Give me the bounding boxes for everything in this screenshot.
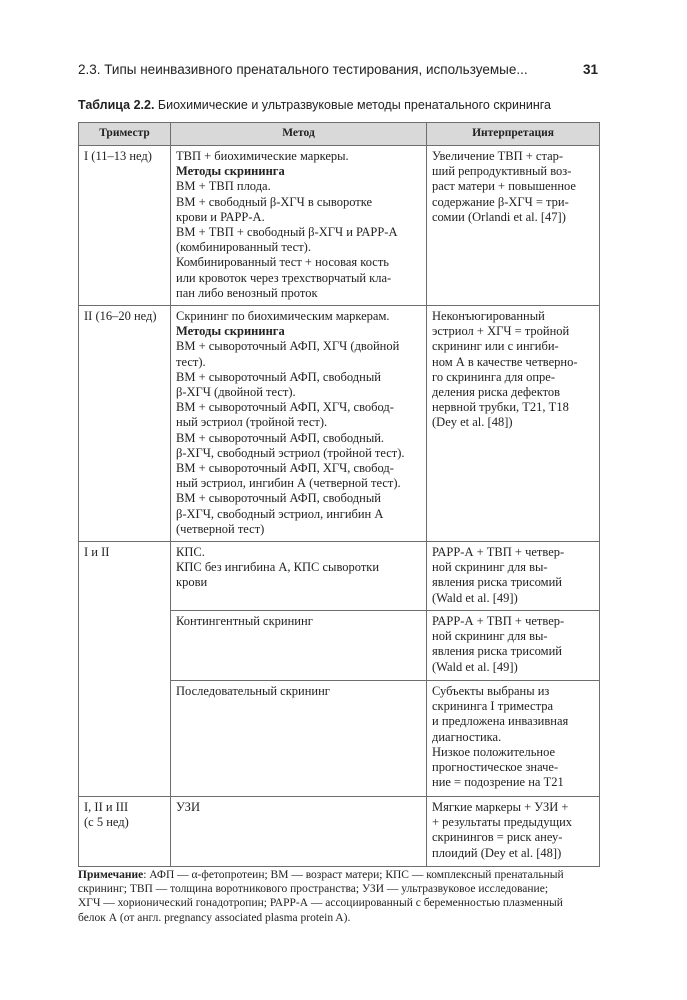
running-title: 2.3. Типы неинвазивного пренатального тестирования, используемые... xyxy=(78,62,528,77)
cell-line: ший репродуктивный воз- xyxy=(432,164,572,179)
cell-line: + результаты предыдущих xyxy=(432,815,573,830)
method-cell xyxy=(171,610,427,680)
cell-line: ВМ + сывороточный АФП, ХГЧ, свобод- xyxy=(176,461,394,476)
interpretation-cell xyxy=(427,146,600,306)
cell-line: ВМ + сывороточный АФП, ХГЧ (двойной xyxy=(176,339,400,354)
table-header-row xyxy=(79,123,600,146)
cell-line: крови xyxy=(176,575,208,590)
screening-table xyxy=(78,122,600,867)
footnote-text: : АФП — α-фетопротеин; ВМ — возраст матери; КПС — комплексный пренатальный xyxy=(143,869,564,881)
header-method: Метод xyxy=(171,123,427,146)
cell-line: (комбинированный тест). xyxy=(176,240,311,255)
cell-line: го скрининга для опре- xyxy=(432,369,555,384)
cell-line: ВМ + свободный β-ХГЧ в сыворотке xyxy=(176,194,373,209)
table-caption-text: Биохимические и ультразвуковые методы пренатального скрининга xyxy=(157,98,552,112)
footnote-line: скрининг; ТВП — толщина воротникового пространства; УЗИ — ультразвуковое исследование; xyxy=(78,883,549,896)
cell-line: скрининга I триместра xyxy=(432,699,554,714)
cell-line: сомии (Orlandi et al. [47]) xyxy=(432,209,566,224)
cell-line: β-ХГЧ, свободный эстриол (тройной тест). xyxy=(176,445,405,460)
cell-line: КПС без ингибина А, КПС сыворотки xyxy=(176,560,380,575)
cell-line-heading: Методы скрининга xyxy=(176,164,285,179)
cell-line: раст матери + повышенное xyxy=(432,179,576,194)
cell-line: ВМ + сывороточный АФП, свободный xyxy=(176,491,381,506)
cell-line: ВМ + сывороточный АФП, свободный xyxy=(176,369,381,384)
footnote-line xyxy=(78,868,599,882)
cell-line: или кровоток через трехстворчатый кла- xyxy=(176,270,392,285)
cell-line: диагностика. xyxy=(432,729,502,744)
table-row xyxy=(79,796,600,866)
method-cell xyxy=(171,306,427,542)
cell-line: прогностическое значе- xyxy=(432,759,559,774)
cell-line: β-ХГЧ, свободный эстриол, ингибин А xyxy=(176,506,384,521)
cell-line: II (16–20 нед) xyxy=(84,309,157,324)
cell-line: крови и РАРР-А. xyxy=(176,209,265,224)
cell-line: ВМ + сывороточный АФП, ХГЧ, свобод- xyxy=(176,400,394,415)
cell-line: КПС. xyxy=(176,545,205,560)
cell-line: Скрининг по биохимическим маркерам. xyxy=(176,309,390,324)
cell-line: ВМ + сывороточный АФП, свободный. xyxy=(176,430,385,445)
cell-line: Субъекты выбраны из xyxy=(432,683,550,698)
cell-line: ной скрининг для вы- xyxy=(432,560,548,575)
table-caption-label: Таблица 2.2. xyxy=(78,98,155,112)
cell-line: скрининг или с ингиби- xyxy=(432,339,559,354)
footnote-line: белок А (от англ. pregnancy associated plasma protein A). xyxy=(78,911,351,924)
cell-line: и предложена инвазивная xyxy=(432,714,569,729)
cell-line: Увеличение ТВП + стар- xyxy=(432,149,564,163)
trimester-cell xyxy=(79,306,171,542)
method-cell xyxy=(171,680,427,796)
cell-line: скринингов = риск анеу- xyxy=(432,830,563,845)
method-cell xyxy=(171,146,427,306)
footnote-line: ХГЧ — хорионический гонадотропин; РАРР-А — ассоциированный с беременностью плазменный xyxy=(78,897,563,910)
method-cell xyxy=(171,542,427,611)
interpretation-cell xyxy=(427,542,600,611)
interpretation-cell xyxy=(427,306,600,542)
cell-line: нервной трубки, Т21, Т18 xyxy=(432,400,569,415)
header-trimester: Триместр xyxy=(79,123,171,146)
table-row xyxy=(79,306,600,542)
table-footnote xyxy=(78,868,599,925)
trimester-cell xyxy=(79,796,171,866)
trimester-cell xyxy=(79,542,171,797)
cell-line: РАРР-А + ТВП + четвер- xyxy=(432,545,565,560)
cell-line: содержание β-ХГЧ = три- xyxy=(432,194,569,209)
cell-line: (с 5 нед) xyxy=(84,815,129,830)
cell-line: Мягкие маркеры + УЗИ + xyxy=(432,799,569,814)
cell-line: (Wald et al. [49]) xyxy=(432,590,518,605)
cell-line-heading: Методы скрининга xyxy=(176,324,285,339)
cell-line: β-ХГЧ (двойной тест). xyxy=(176,385,296,400)
interpretation-cell xyxy=(427,796,600,866)
cell-line: Неконъюгированный xyxy=(432,309,545,324)
cell-line: Комбинированный тест + носовая кость xyxy=(176,255,389,270)
cell-line: I, II и III xyxy=(84,799,129,814)
page-number: 31 xyxy=(582,62,598,77)
page-header xyxy=(78,62,598,82)
cell-line: (Dey et al. [48]) xyxy=(432,415,513,430)
cell-line: I и II xyxy=(84,545,110,560)
cell-line: ВМ + ТВП плода. xyxy=(176,179,271,194)
cell-line: тест). xyxy=(176,354,206,369)
cell-line: Контингентный скрининг xyxy=(176,613,313,628)
interpretation-cell xyxy=(427,680,600,796)
cell-line: деления риска дефектов xyxy=(432,385,561,400)
cell-line: ние = подозрение на Т21 xyxy=(432,775,564,790)
header-interpretation: Интерпретация xyxy=(427,123,600,146)
cell-line: (Wald et al. [49]) xyxy=(432,659,518,674)
trimester-cell xyxy=(79,146,171,306)
cell-line: ный эстриол, ингибин А (четверной тест). xyxy=(176,476,401,491)
interpretation-cell xyxy=(427,610,600,680)
footnote-label: Примечание xyxy=(78,869,144,881)
table-row xyxy=(79,542,600,611)
cell-line: пан либо венозный проток xyxy=(176,285,318,300)
cell-line: ном А в качестве четверно- xyxy=(432,354,578,369)
cell-line: УЗИ xyxy=(176,799,200,814)
cell-line: ный эстриол (тройной тест). xyxy=(176,415,328,430)
table-row xyxy=(79,146,600,306)
cell-line: Последовательный скрининг xyxy=(176,683,330,698)
table-caption xyxy=(78,98,608,112)
cell-line: ВМ + ТВП + свободный β-ХГЧ и РАРР-А xyxy=(176,225,398,240)
method-cell xyxy=(171,796,427,866)
cell-line: Низкое положительное xyxy=(432,744,556,759)
cell-line: I (11–13 нед) xyxy=(84,149,152,163)
cell-line: плоидий (Dey et al. [48]) xyxy=(432,845,562,860)
cell-line: ной скрининг для вы- xyxy=(432,629,548,644)
cell-line: эстриол + ХГЧ = тройной xyxy=(432,324,570,339)
cell-line: ТВП + биохимические маркеры. xyxy=(176,149,349,163)
cell-line: РАРР-А + ТВП + четвер- xyxy=(432,613,565,628)
cell-line: (четверной тест) xyxy=(176,521,265,536)
cell-line: явления риска трисомий xyxy=(432,644,562,659)
cell-line: явления риска трисомий xyxy=(432,575,562,590)
